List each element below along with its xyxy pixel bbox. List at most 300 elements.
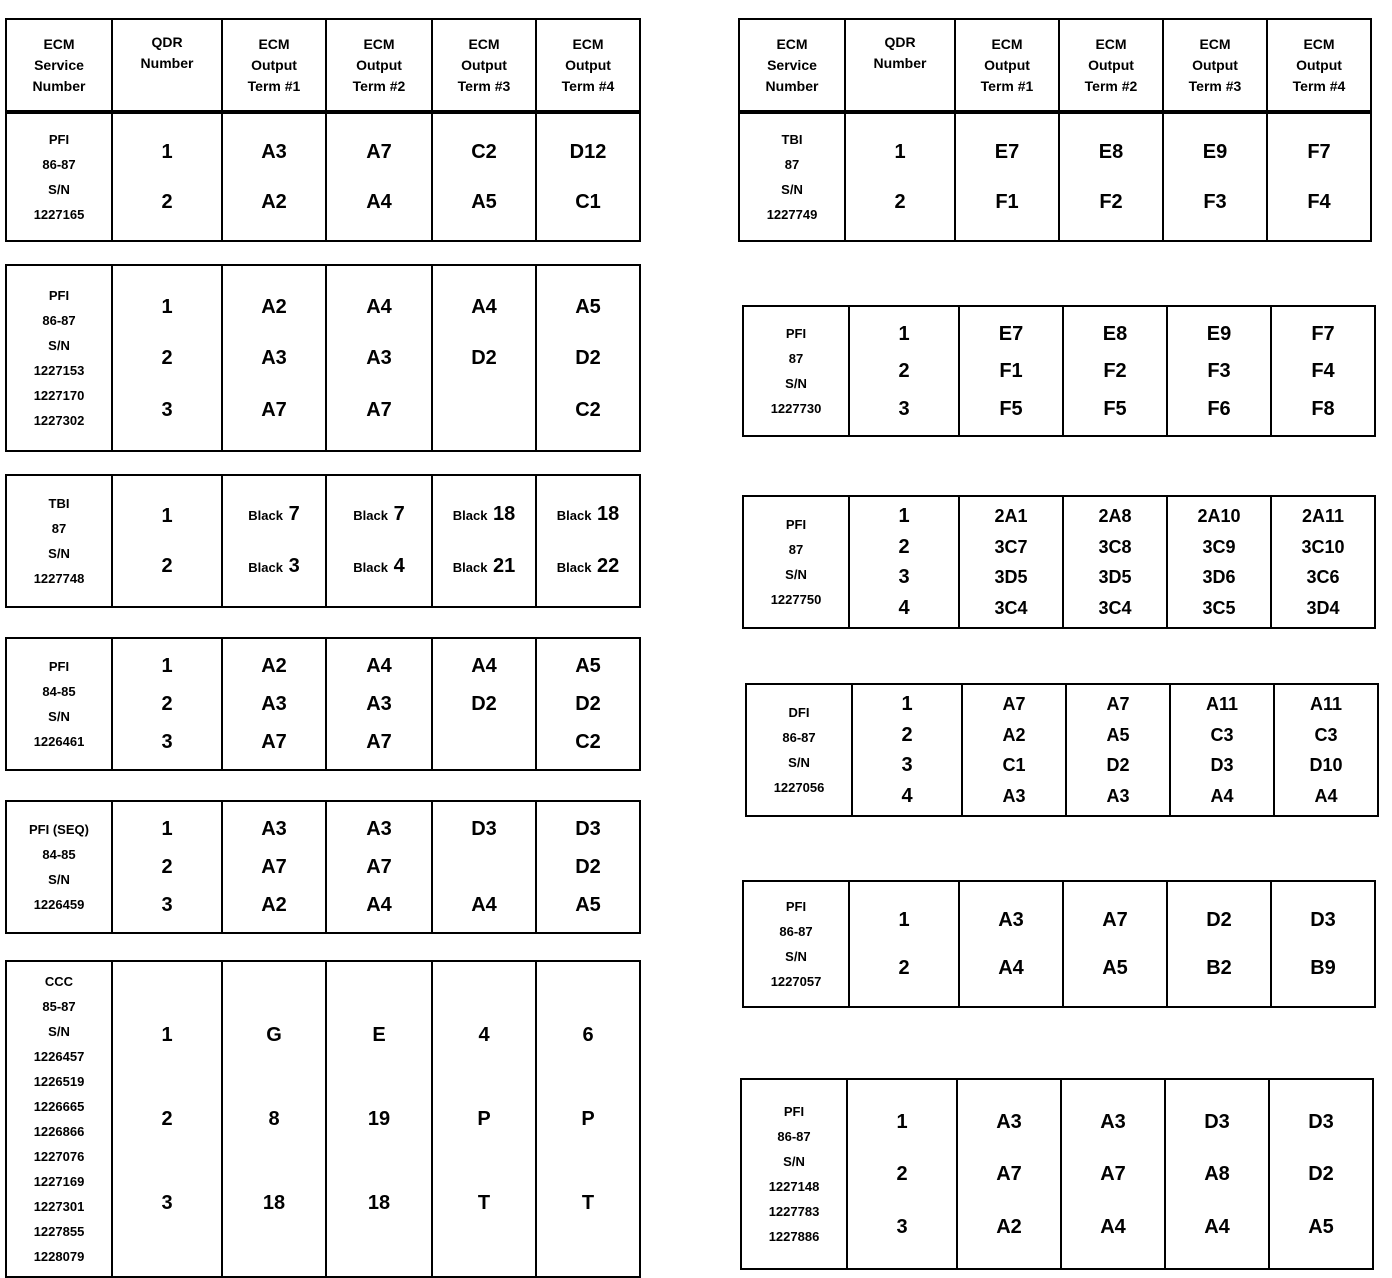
output-term1-cell bbox=[221, 476, 325, 606]
service-number-line: 1228079 bbox=[33, 1249, 85, 1264]
output-term2-value: A7 bbox=[366, 731, 392, 753]
output-term3-value: A8 bbox=[1204, 1163, 1230, 1185]
output-term2-value: E bbox=[372, 1024, 386, 1046]
qdr-number-value: 1 bbox=[161, 1024, 173, 1046]
qdr-number-value: 3 bbox=[161, 731, 173, 753]
output-term1-value: A2 bbox=[261, 295, 287, 318]
service-number-line: PFI (SEQ) bbox=[29, 822, 89, 837]
output-term2-value: F2 bbox=[1103, 360, 1127, 382]
ecm-service-number-cell bbox=[7, 639, 111, 769]
right-ecm-table-6 bbox=[740, 1078, 1374, 1270]
output-term3-value: A4 bbox=[471, 295, 497, 318]
output-term1-cell bbox=[221, 266, 325, 450]
service-number-line: S/N bbox=[785, 567, 807, 582]
service-number-line: CCC bbox=[44, 974, 74, 989]
header-qdr-number: QDR Number bbox=[844, 20, 954, 110]
output-term2-cell bbox=[1062, 882, 1166, 1006]
terminal-number: 4 bbox=[393, 554, 405, 577]
output-term3-value: D3 bbox=[1204, 1110, 1230, 1133]
terminal-number: 18 bbox=[493, 503, 516, 526]
output-term4-cell bbox=[1266, 114, 1370, 240]
output-term3-value: D2 bbox=[471, 693, 497, 715]
service-number-line: 1227148 bbox=[768, 1179, 820, 1194]
output-term4-value: D3 bbox=[1310, 908, 1336, 931]
qdr-number-value: 1 bbox=[894, 141, 906, 164]
qdr-number-value: 2 bbox=[161, 693, 173, 715]
ecm-service-number-cell bbox=[7, 476, 111, 606]
output-term2-value: A7 bbox=[366, 398, 392, 421]
qdr-number-value: 3 bbox=[161, 1192, 173, 1214]
output-term3-value bbox=[481, 856, 487, 878]
output-term3-value bbox=[453, 555, 516, 579]
output-term2-value: A3 bbox=[366, 693, 392, 715]
output-term3-value bbox=[481, 399, 487, 421]
output-term4-cell bbox=[535, 266, 639, 450]
qdr-number-cell bbox=[111, 476, 221, 606]
output-term4-value: 6 bbox=[582, 1024, 594, 1046]
ecm-service-number-cell bbox=[7, 802, 111, 932]
header-output-term-4: ECM Output Term #4 bbox=[1266, 20, 1370, 110]
output-term4-value: P bbox=[581, 1108, 595, 1130]
service-number-line: 1227056 bbox=[773, 780, 825, 795]
output-term3-cell bbox=[431, 962, 535, 1276]
header-output-term-1: ECM Output Term #1 bbox=[221, 20, 325, 110]
qdr-number-cell bbox=[111, 266, 221, 450]
header-qdr-number: QDR Number bbox=[111, 20, 221, 110]
output-term4-value: 3C10 bbox=[1301, 536, 1345, 557]
output-term1-value: A7 bbox=[1002, 694, 1026, 715]
qdr-number-value: 2 bbox=[161, 1108, 173, 1130]
service-number-line: PFI bbox=[48, 288, 70, 303]
service-number-line: 1227170 bbox=[33, 388, 85, 403]
wire-color-label: Black bbox=[353, 559, 388, 575]
output-term4-value: D3 bbox=[575, 818, 601, 840]
output-term1-value: A3 bbox=[1002, 785, 1026, 806]
output-term4-value: D2 bbox=[575, 693, 601, 715]
output-term3-value: A4 bbox=[471, 655, 497, 677]
right-header-table bbox=[738, 18, 1372, 114]
service-number-line: 1226519 bbox=[33, 1074, 85, 1089]
output-term2-cell bbox=[325, 962, 431, 1276]
output-term2-cell bbox=[325, 639, 431, 769]
wire-color-label: Black bbox=[248, 559, 283, 575]
qdr-number-value: 2 bbox=[161, 856, 173, 878]
output-term1-value: F5 bbox=[999, 397, 1023, 420]
output-term1-value: A2 bbox=[261, 190, 287, 213]
output-term3-value: 2A10 bbox=[1197, 506, 1241, 527]
service-number-line: 1227730 bbox=[770, 401, 822, 416]
terminal-number: 7 bbox=[393, 503, 405, 526]
qdr-number-value: 2 bbox=[161, 347, 173, 369]
output-term4-value: A4 bbox=[1314, 785, 1338, 806]
output-term2-cell bbox=[1062, 307, 1166, 435]
ecm-service-number-cell bbox=[7, 114, 111, 240]
output-term2-value: A4 bbox=[1100, 1215, 1126, 1238]
service-number-line: 86-87 bbox=[779, 924, 813, 939]
left-ecm-table-2 bbox=[5, 264, 641, 452]
output-term4-value: 3C6 bbox=[1306, 567, 1340, 588]
output-term4-value: 3D4 bbox=[1306, 597, 1340, 618]
output-term1-cell bbox=[956, 1080, 1060, 1268]
output-term1-cell bbox=[958, 882, 1062, 1006]
output-term3-value: F6 bbox=[1207, 397, 1231, 420]
output-term3-value: A4 bbox=[1210, 785, 1234, 806]
output-term2-value: A4 bbox=[366, 190, 392, 213]
output-term4-cell bbox=[535, 114, 639, 240]
ecm-service-number-cell bbox=[740, 114, 844, 240]
output-term2-value: E8 bbox=[1102, 322, 1128, 345]
left-ecm-table-3 bbox=[5, 474, 641, 608]
output-term2-cell bbox=[325, 114, 431, 240]
qdr-number-value: 1 bbox=[898, 908, 910, 931]
output-term1-value: A3 bbox=[261, 693, 287, 715]
qdr-number-value: 1 bbox=[161, 655, 173, 677]
output-term1-cell bbox=[958, 307, 1062, 435]
service-number-line: 84-85 bbox=[42, 684, 76, 699]
qdr-number-cell bbox=[111, 802, 221, 932]
output-term4-value: D3 bbox=[1308, 1110, 1334, 1133]
output-term4-cell bbox=[1270, 497, 1374, 627]
output-term2-value: A3 bbox=[366, 818, 392, 840]
service-number-line: S/N bbox=[48, 182, 70, 197]
output-term2-value: A7 bbox=[366, 856, 392, 878]
output-term3-value: F3 bbox=[1207, 360, 1231, 382]
output-term1-cell bbox=[954, 114, 1058, 240]
service-number-line: 1227750 bbox=[770, 592, 822, 607]
output-term4-value: C2 bbox=[575, 731, 601, 753]
qdr-number-value: 3 bbox=[161, 398, 173, 421]
wire-color-label: Black bbox=[353, 508, 388, 524]
service-number-line: 86-87 bbox=[42, 157, 76, 172]
right-ecm-table-2 bbox=[742, 305, 1376, 437]
output-term2-value: A4 bbox=[366, 894, 392, 916]
service-number-line: 87 bbox=[51, 521, 67, 536]
qdr-number-value: 1 bbox=[901, 693, 913, 716]
output-term4-value: C1 bbox=[575, 190, 601, 213]
output-term4-value: A5 bbox=[575, 295, 601, 318]
output-term4-value: A11 bbox=[1309, 694, 1343, 715]
service-number-line: 1226461 bbox=[33, 734, 85, 749]
qdr-number-cell bbox=[851, 685, 961, 815]
qdr-number-cell bbox=[844, 114, 954, 240]
output-term1-value: E7 bbox=[994, 141, 1020, 164]
header-output-term-2: ECM Output Term #2 bbox=[1058, 20, 1162, 110]
output-term3-cell bbox=[431, 639, 535, 769]
output-term3-value: E9 bbox=[1206, 322, 1232, 345]
service-number-line: 1226665 bbox=[33, 1099, 85, 1114]
output-term1-value: A7 bbox=[996, 1163, 1022, 1185]
output-term2-cell bbox=[325, 802, 431, 932]
header-output-term-4: ECM Output Term #4 bbox=[535, 20, 639, 110]
output-term1-cell bbox=[221, 639, 325, 769]
terminal-number: 7 bbox=[288, 503, 300, 526]
output-term1-value: G bbox=[266, 1024, 282, 1046]
service-number-line: 1227783 bbox=[768, 1204, 820, 1219]
output-term4-value: D12 bbox=[569, 141, 607, 164]
output-term2-value: A3 bbox=[1100, 1110, 1126, 1133]
output-term2-cell bbox=[1060, 1080, 1164, 1268]
output-term4-cell bbox=[535, 802, 639, 932]
output-term1-value: 3C7 bbox=[994, 536, 1028, 557]
ecm-service-number-cell bbox=[744, 307, 848, 435]
output-term1-cell bbox=[961, 685, 1065, 815]
output-term2-value: F5 bbox=[1103, 397, 1127, 420]
qdr-number-value: 1 bbox=[161, 141, 173, 164]
output-term4-value: D2 bbox=[575, 856, 601, 878]
output-term3-value: D2 bbox=[1206, 908, 1232, 931]
qdr-number-cell bbox=[848, 497, 958, 627]
qdr-number-value: 2 bbox=[894, 190, 906, 213]
service-number-line: TBI bbox=[781, 132, 803, 147]
service-number-line: S/N bbox=[781, 182, 803, 197]
output-term4-value bbox=[557, 503, 620, 527]
output-term2-cell bbox=[325, 476, 431, 606]
output-term4-value: B9 bbox=[1310, 957, 1336, 980]
output-term4-value: A5 bbox=[575, 655, 601, 677]
output-term3-cell bbox=[1164, 1080, 1268, 1268]
service-number-line: PFI bbox=[785, 517, 807, 532]
output-term3-value: E9 bbox=[1202, 141, 1228, 164]
output-term1-value: A3 bbox=[261, 141, 287, 164]
service-number-line: S/N bbox=[783, 1154, 805, 1169]
right-ecm-table-5 bbox=[742, 880, 1376, 1008]
qdr-number-value: 2 bbox=[898, 360, 910, 382]
output-term3-value: 3D6 bbox=[1202, 567, 1236, 588]
qdr-number-value: 2 bbox=[898, 957, 910, 980]
output-term1-value bbox=[248, 503, 299, 527]
service-number-line: PFI bbox=[48, 659, 70, 674]
left-ecm-table-1 bbox=[5, 114, 641, 242]
wire-color-label: Black bbox=[556, 508, 592, 524]
output-term1-value: A3 bbox=[998, 908, 1024, 931]
service-number-line: 1227886 bbox=[768, 1229, 820, 1244]
service-number-line: PFI bbox=[783, 1104, 805, 1119]
output-term3-value: C2 bbox=[471, 141, 497, 164]
service-number-line: DFI bbox=[788, 705, 810, 720]
output-term4-value: F7 bbox=[1307, 141, 1331, 164]
output-term1-value: A7 bbox=[261, 398, 287, 421]
output-term2-value: A7 bbox=[366, 141, 392, 164]
output-term1-value: F1 bbox=[999, 360, 1023, 382]
terminal-number: 3 bbox=[288, 554, 300, 577]
output-term4-value bbox=[557, 555, 620, 579]
qdr-number-value: 2 bbox=[161, 190, 173, 213]
wire-color-label: Black bbox=[452, 559, 488, 575]
left-ecm-table-4 bbox=[5, 637, 641, 771]
output-term4-value: D2 bbox=[1308, 1163, 1334, 1185]
output-term2-value bbox=[353, 503, 404, 527]
output-term3-value: P bbox=[477, 1108, 491, 1130]
left-ecm-table-6 bbox=[5, 960, 641, 1278]
left-ecm-table-5 bbox=[5, 800, 641, 934]
output-term4-value: A5 bbox=[1308, 1215, 1334, 1238]
output-term2-value: A4 bbox=[366, 655, 392, 677]
output-term1-value: A2 bbox=[996, 1215, 1022, 1238]
service-number-line: 84-85 bbox=[42, 847, 76, 862]
output-term3-value: F3 bbox=[1203, 190, 1227, 213]
output-term2-value: F2 bbox=[1099, 190, 1123, 213]
output-term3-cell bbox=[1162, 114, 1266, 240]
output-term3-value: A4 bbox=[1204, 1215, 1230, 1238]
output-term1-value: A2 bbox=[261, 655, 287, 677]
service-number-line: PFI bbox=[48, 132, 70, 147]
qdr-number-cell bbox=[111, 639, 221, 769]
header-ecm-service-number: ECM Service Number bbox=[765, 35, 819, 94]
output-term2-value: A5 bbox=[1102, 957, 1128, 980]
output-term3-cell bbox=[431, 476, 535, 606]
output-term2-value: A7 bbox=[1106, 694, 1130, 715]
output-term2-value: A3 bbox=[366, 347, 392, 369]
service-number-line: 87 bbox=[788, 351, 804, 366]
service-number-line: 1227076 bbox=[33, 1149, 85, 1164]
output-term3-value: D2 bbox=[471, 347, 497, 369]
service-number-line: 1226459 bbox=[33, 897, 85, 912]
ecm-service-number-cell bbox=[744, 882, 848, 1006]
output-term3-value: A5 bbox=[471, 190, 497, 213]
qdr-number-value: 3 bbox=[161, 894, 173, 916]
output-term3-value: A4 bbox=[471, 894, 497, 916]
output-term1-value: 8 bbox=[268, 1108, 280, 1130]
output-term4-value: T bbox=[581, 1192, 595, 1214]
header-output-term-2: ECM Output Term #2 bbox=[325, 20, 431, 110]
output-term2-cell bbox=[1058, 114, 1162, 240]
output-term4-cell bbox=[535, 639, 639, 769]
service-number-line: 1227165 bbox=[33, 207, 85, 222]
output-term2-cell bbox=[1062, 497, 1166, 627]
header-output-term-3: ECM Output Term #3 bbox=[1162, 20, 1266, 110]
output-term2-value: 18 bbox=[367, 1192, 391, 1214]
service-number-line: 86-87 bbox=[777, 1129, 811, 1144]
output-term4-value: D10 bbox=[1309, 755, 1343, 776]
output-term2-value: D2 bbox=[1106, 755, 1130, 776]
service-number-line: 86-87 bbox=[782, 730, 816, 745]
output-term3-value: C3 bbox=[1210, 724, 1234, 745]
service-number-line: S/N bbox=[48, 709, 70, 724]
output-term4-value: D2 bbox=[575, 347, 601, 369]
output-term3-value: B2 bbox=[1206, 957, 1232, 980]
service-number-line: 85-87 bbox=[42, 999, 76, 1014]
output-term3-value: D3 bbox=[1210, 755, 1234, 776]
service-number-line: S/N bbox=[48, 338, 70, 353]
service-number-line: 1227302 bbox=[33, 413, 85, 428]
output-term3-cell bbox=[431, 266, 535, 450]
output-term2-value: A7 bbox=[1102, 908, 1128, 931]
qdr-number-value: 3 bbox=[901, 754, 913, 777]
qdr-number-value: 1 bbox=[898, 322, 910, 345]
output-term3-cell bbox=[431, 802, 535, 932]
output-term2-value: 2A8 bbox=[1098, 506, 1132, 527]
output-term1-value: A3 bbox=[261, 818, 287, 840]
output-term1-value: A3 bbox=[261, 347, 287, 369]
output-term1-value: 3C4 bbox=[994, 597, 1028, 618]
output-term3-cell bbox=[1166, 497, 1270, 627]
output-term4-cell bbox=[535, 476, 639, 606]
ecm-service-number-cell bbox=[7, 266, 111, 450]
output-term4-value: C2 bbox=[575, 398, 601, 421]
output-term3-value: T bbox=[477, 1192, 491, 1214]
service-number-line: 1227153 bbox=[33, 363, 85, 378]
right-ecm-table-4 bbox=[745, 683, 1379, 817]
output-term3-value bbox=[481, 731, 487, 753]
terminal-number: 22 bbox=[597, 554, 620, 577]
output-term4-value: A5 bbox=[575, 894, 601, 916]
qdr-number-value: 3 bbox=[898, 566, 910, 589]
right-ecm-table-3 bbox=[742, 495, 1376, 629]
output-term1-value: A2 bbox=[1002, 724, 1026, 745]
output-term1-cell bbox=[221, 802, 325, 932]
wire-color-label: Black bbox=[556, 559, 592, 575]
output-term3-cell bbox=[1166, 882, 1270, 1006]
service-number-line: 1227301 bbox=[33, 1199, 85, 1214]
output-term3-value: 3C5 bbox=[1202, 597, 1236, 618]
qdr-number-value: 1 bbox=[161, 818, 173, 840]
output-term4-value: F4 bbox=[1307, 190, 1331, 213]
output-term3-cell bbox=[1166, 307, 1270, 435]
header-output-term-3: ECM Output Term #3 bbox=[431, 20, 535, 110]
service-number-line: S/N bbox=[785, 949, 807, 964]
service-number-line: 87 bbox=[784, 157, 800, 172]
output-term4-cell bbox=[1268, 1080, 1372, 1268]
output-term1-value: A3 bbox=[996, 1110, 1022, 1133]
qdr-number-value: 1 bbox=[161, 504, 173, 527]
output-term2-cell bbox=[325, 266, 431, 450]
service-number-line: PFI bbox=[785, 326, 807, 341]
output-term4-value: C3 bbox=[1314, 724, 1338, 745]
output-term2-value: A5 bbox=[1106, 724, 1130, 745]
output-term2-cell bbox=[1065, 685, 1169, 815]
output-term1-value: A7 bbox=[261, 731, 287, 753]
header-output-term-1: ECM Output Term #1 bbox=[954, 20, 1058, 110]
output-term1-value: A7 bbox=[261, 856, 287, 878]
qdr-number-cell bbox=[848, 882, 958, 1006]
service-number-line: 87 bbox=[788, 542, 804, 557]
service-number-line: TBI bbox=[48, 496, 70, 511]
output-term2-value: A4 bbox=[366, 295, 392, 318]
service-number-line: S/N bbox=[785, 376, 807, 391]
output-term1-cell bbox=[221, 962, 325, 1276]
output-term1-value: 3D5 bbox=[994, 567, 1028, 588]
output-term3-value: 3C9 bbox=[1202, 536, 1236, 557]
output-term1-value: 18 bbox=[262, 1192, 286, 1214]
ecm-service-number-cell bbox=[742, 1080, 846, 1268]
output-term1-value: F1 bbox=[995, 190, 1019, 213]
qdr-number-value: 2 bbox=[901, 723, 913, 746]
output-term1-value: E7 bbox=[998, 322, 1024, 345]
output-term3-value: A11 bbox=[1205, 694, 1239, 715]
output-term2-value: 3C8 bbox=[1098, 536, 1132, 557]
service-number-line: 1227057 bbox=[770, 974, 822, 989]
output-term4-cell bbox=[1270, 307, 1374, 435]
qdr-number-value: 2 bbox=[161, 555, 173, 578]
output-term4-cell bbox=[1273, 685, 1377, 815]
output-term3-value: D3 bbox=[471, 818, 497, 840]
output-term2-value: 3C4 bbox=[1098, 597, 1132, 618]
qdr-number-value: 4 bbox=[901, 784, 913, 807]
output-term3-value: 4 bbox=[478, 1024, 490, 1046]
service-number-line: 86-87 bbox=[42, 313, 76, 328]
qdr-number-value: 1 bbox=[898, 505, 910, 528]
service-number-line: 1227169 bbox=[33, 1174, 85, 1189]
qdr-number-cell bbox=[846, 1080, 956, 1268]
qdr-number-value: 1 bbox=[161, 295, 173, 318]
terminal-number: 21 bbox=[493, 554, 516, 577]
wire-color-label: Black bbox=[248, 508, 283, 524]
output-term4-value: F8 bbox=[1311, 397, 1335, 420]
service-number-line: 1226457 bbox=[33, 1049, 85, 1064]
output-term2-value: E8 bbox=[1098, 141, 1124, 164]
service-number-line: S/N bbox=[48, 872, 70, 887]
output-term4-value: F4 bbox=[1311, 360, 1335, 382]
